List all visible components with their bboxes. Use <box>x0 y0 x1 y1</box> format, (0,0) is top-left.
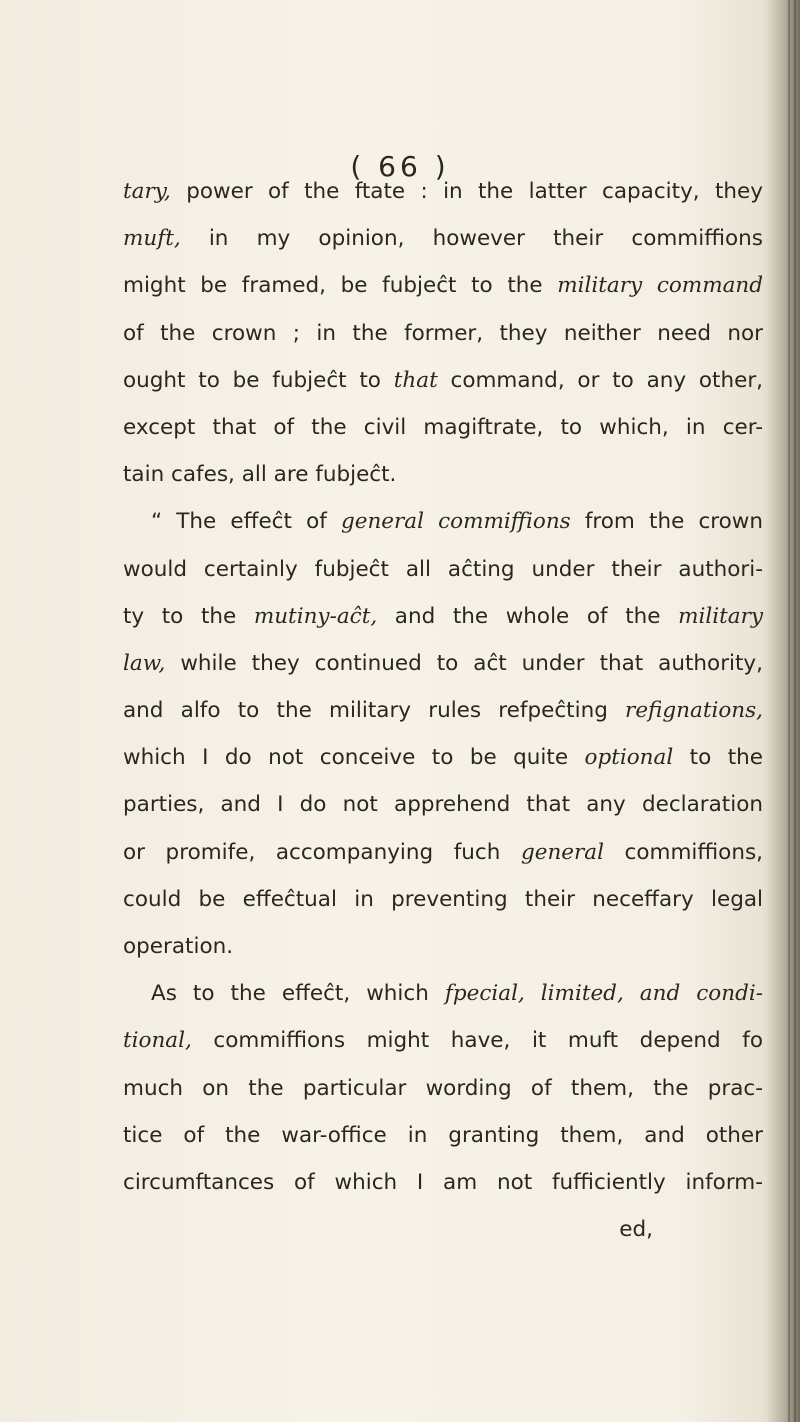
italic-text: muft, <box>123 226 181 252</box>
text-line <box>123 451 763 498</box>
text-run: commiffions might have, it muft depend fo <box>191 1028 763 1054</box>
catchword <box>123 1206 763 1253</box>
text-line <box>123 876 763 923</box>
text-line <box>123 829 763 876</box>
text-line <box>123 404 763 451</box>
text-run: much on the particular wording of them, the prac- <box>123 1075 763 1101</box>
text-run: could be effeĉtual in preventing their neceffary legal <box>123 886 763 912</box>
text-run: except that of the civil magiftrate, to which, in cer- <box>123 414 763 440</box>
page-body-text <box>123 168 763 1253</box>
text-run: and alfo to the military rules refpeĉting <box>123 698 626 724</box>
text-run: As to the effeĉt, which <box>151 981 445 1007</box>
text-run: commiffions, <box>603 839 763 865</box>
italic-text: tional, <box>123 1028 192 1054</box>
text-run: from the crown <box>570 509 764 535</box>
text-run: power of the ftate : in the latter capacity, they <box>170 179 763 204</box>
text-run: operation. <box>123 934 234 959</box>
italic-text: general <box>520 839 604 865</box>
text-run: would certainly fubjeĉt all aĉting under their authori- <box>123 556 763 582</box>
text-line <box>123 970 763 1017</box>
text-line <box>123 781 763 828</box>
text-run: while they continued to aĉt under that authority, <box>165 650 763 676</box>
text-line <box>123 923 763 970</box>
text-line <box>123 640 763 687</box>
text-line <box>123 593 763 640</box>
text-line <box>123 1065 763 1112</box>
text-line <box>123 168 763 215</box>
text-run: circumftances of which I am not fufficiently inform- <box>123 1169 763 1195</box>
text-run: in my opinion, however their commiffions <box>180 226 763 252</box>
text-run: of the crown ; in the former, they neither need nor <box>123 320 763 346</box>
text-line <box>123 1112 763 1159</box>
text-run: parties, and I do not apprehend that any declaration <box>123 792 763 818</box>
text-line <box>123 262 763 309</box>
italic-text: military command <box>557 273 764 299</box>
text-run: to the <box>673 745 763 771</box>
italic-text: optional <box>584 745 674 771</box>
text-run: tice of the war-office in granting them, and other <box>123 1122 763 1148</box>
text-run: “ The effeĉt of <box>151 509 341 535</box>
italic-text: law, <box>123 650 166 676</box>
text-line <box>123 546 763 593</box>
text-line <box>123 687 763 734</box>
text-run: ty to the <box>123 603 254 629</box>
page-edge-line <box>794 0 796 1422</box>
text-run: and the whole of the <box>377 603 679 629</box>
italic-text: mutiny-aĉt, <box>253 603 378 629</box>
text-run: might be framed, be fubjeĉt to the <box>123 273 558 299</box>
text-line <box>123 498 763 545</box>
page-number: ( 66 ) <box>350 150 450 183</box>
text-run: ed, <box>619 1217 653 1243</box>
text-line <box>123 1159 763 1206</box>
page-edge-line <box>788 0 790 1422</box>
italic-text: fpecial, limited, and condi- <box>444 981 763 1007</box>
italic-text: tary, <box>123 179 171 204</box>
text-line <box>123 215 763 262</box>
text-line <box>123 357 763 404</box>
italic-text: refignations, <box>625 698 763 724</box>
text-run: command, or to any other, <box>437 367 764 393</box>
text-line <box>123 310 763 357</box>
text-run: tain cafes, all are fubjeĉt. <box>123 462 397 488</box>
text-run: ought to be fubjeĉt to <box>123 367 394 393</box>
text-run: or promife, accompanying fuch <box>123 839 521 865</box>
text-line <box>123 1017 763 1064</box>
text-run: which I do not conceive to be quite <box>123 745 585 771</box>
italic-text: military <box>678 603 763 629</box>
italic-text: general commiffions <box>340 509 571 535</box>
text-line <box>123 734 763 781</box>
italic-text: that <box>393 367 438 393</box>
